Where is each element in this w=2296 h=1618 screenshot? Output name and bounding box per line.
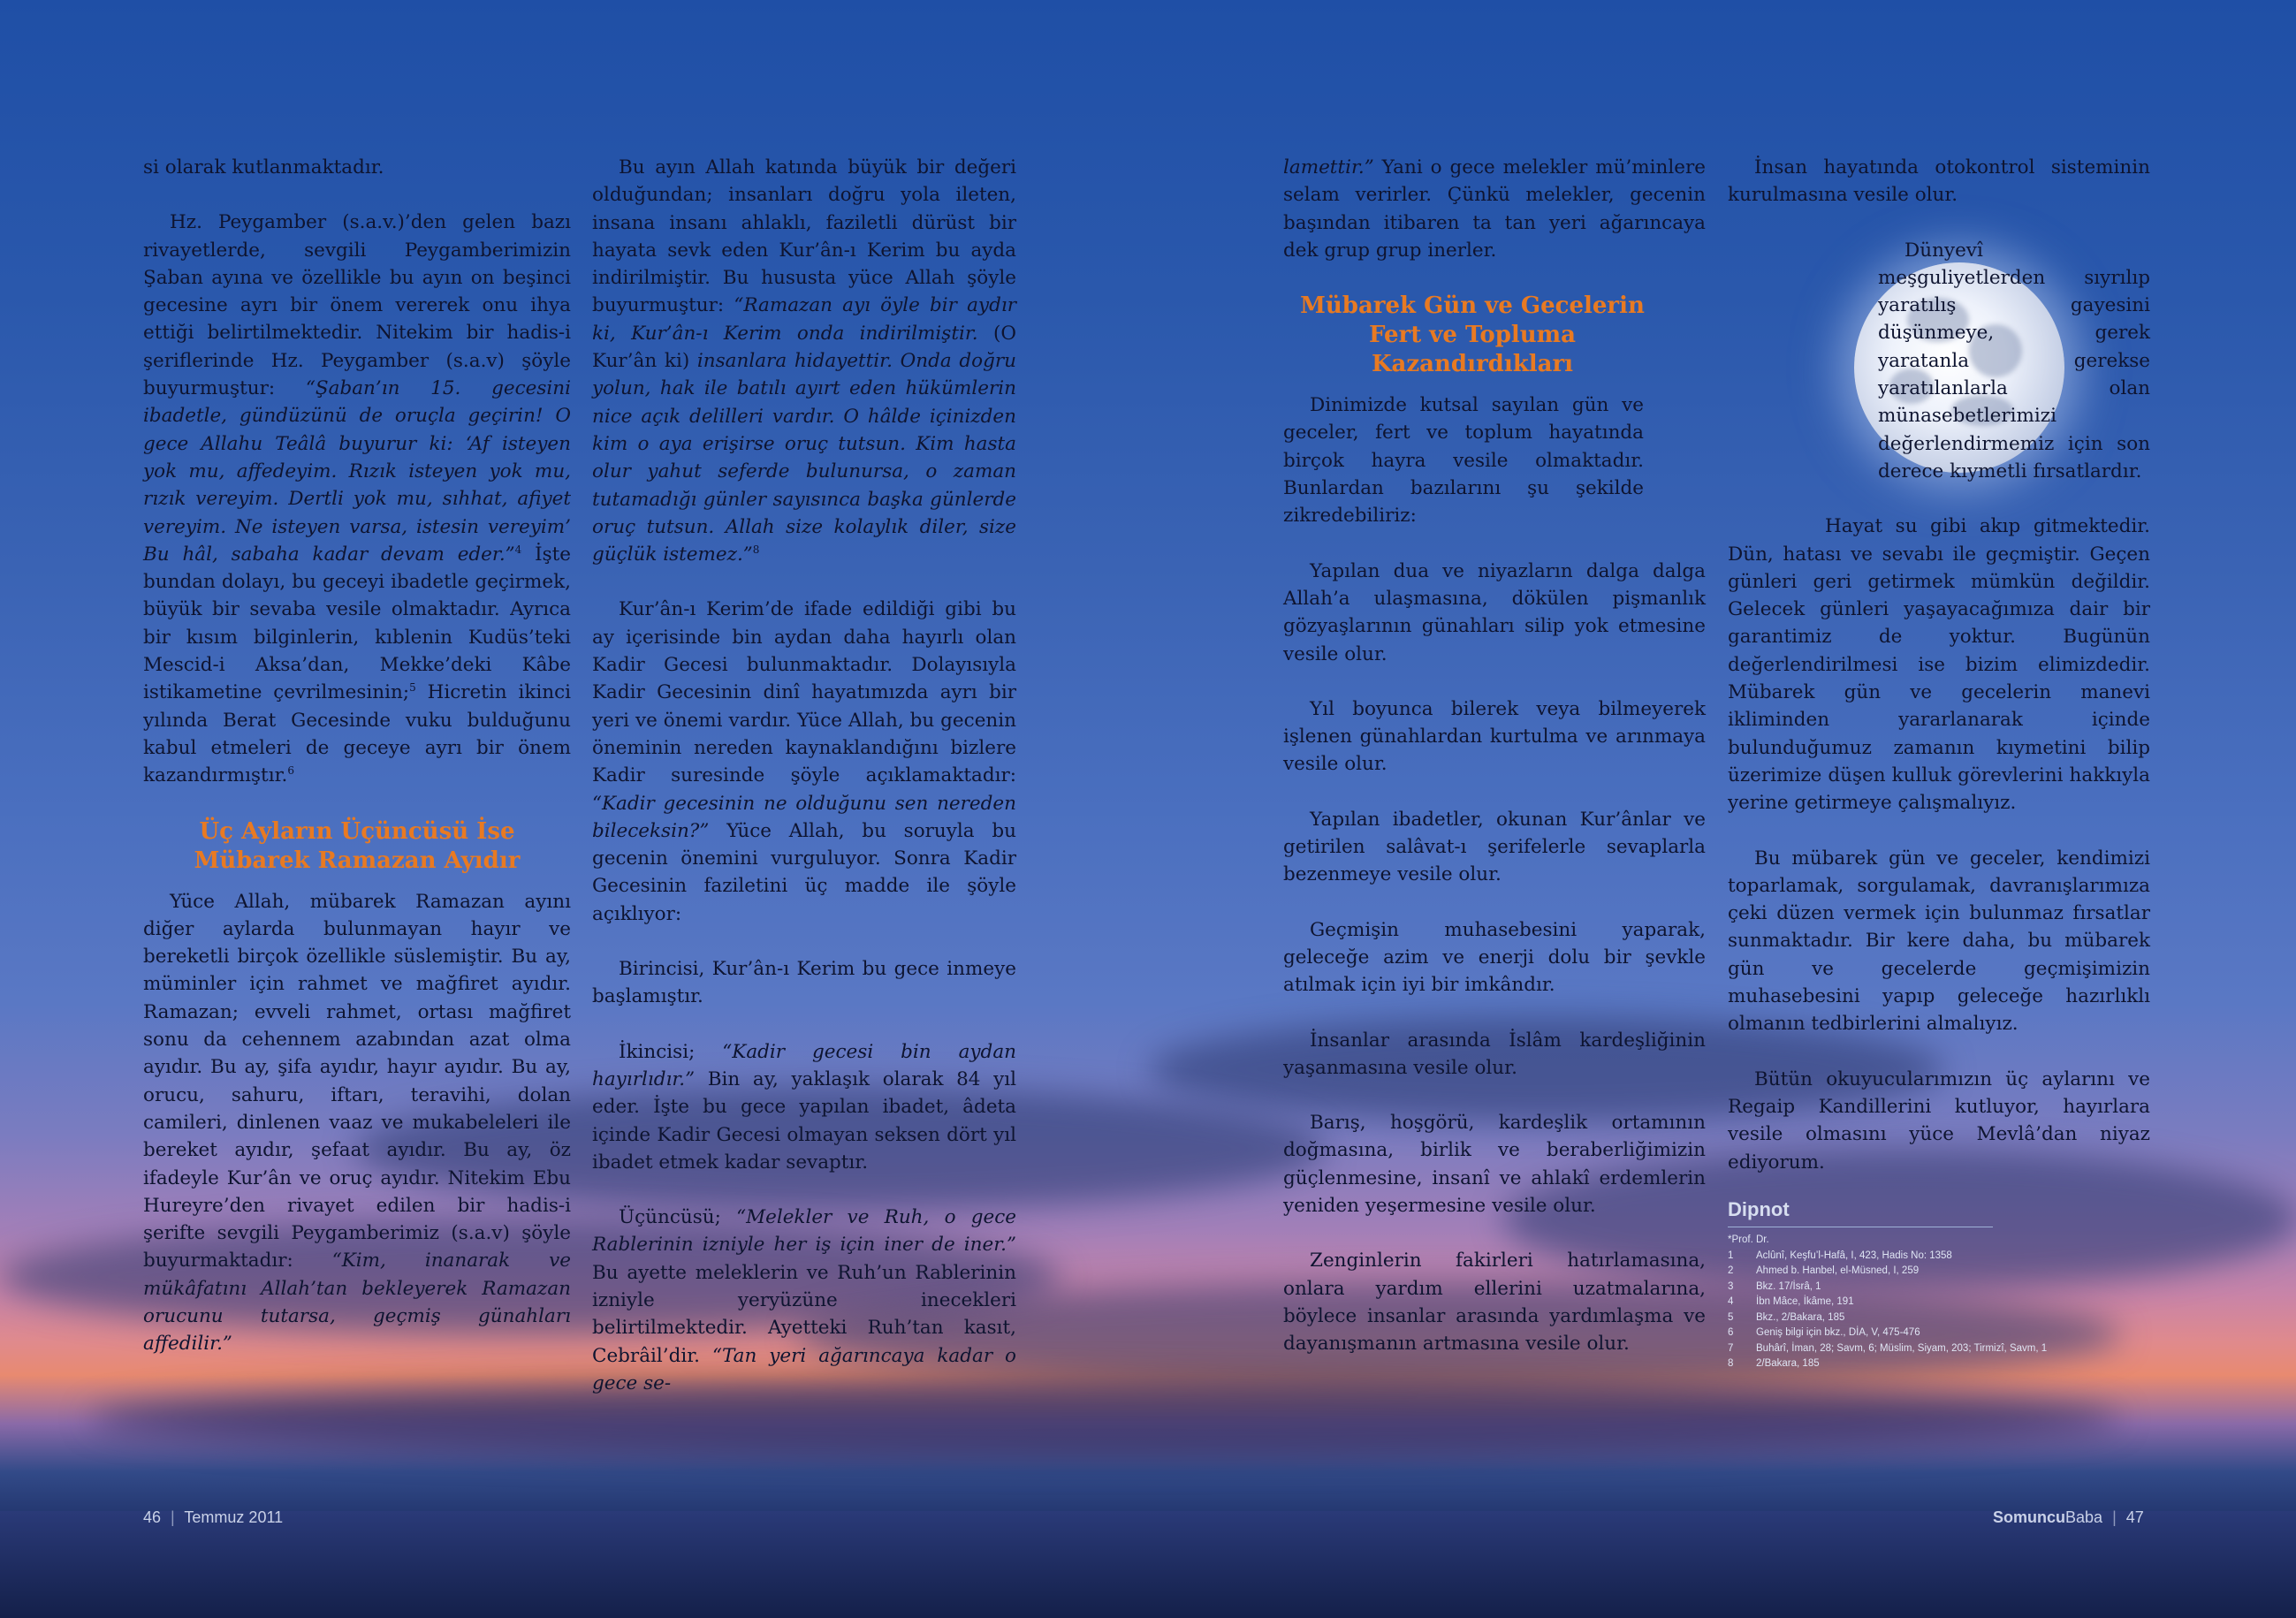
paragraph: Dinimizde kutsal sayılan gün ve geceler, fert ve toplum hayatında birçok hayra vesile olmaktadır. Bunlardan bazılarını şu şekilde zikredebiliriz: — [1283, 394, 1644, 528]
list-paragraph: İnsanlar arasında İslâm kardeşliğinin yaşanmasına vesile olur. — [1283, 1029, 1706, 1079]
paragraph: Hz. Peygamber (s.a.v.)’den gelen bazı rivayetlerde, sevgili Peygamberimizin Şaban ayına ve özellikle bu ayın on beşinci gecesine ayrı bir önem vererek onu ihya ettiği belirtilmektedir. Nitekim bir hadis-i şeriflerinde Hz. Peygamber (s.a.v) şöyle buyurmuştur: “Şaban’ın 15. gecesini ibadetle, gündüzünü de oruçla geçirin! O gece Allahu Teâlâ buyurur ki: ‘Af isteyen yok mu, affedeyim. Rızık isteyen yok mu, rızık vereyim. Dertli yok mu, sıhhat, afiyet vereyim. Ne isteyen varsa, istesin vereyim’ Bu hâl, sabaha kadar devam eder.”$^4$ İşte bundan dolayı, bu geceyi ibadetle geçirmek, büyük bir sevaba vesile olmaktadır. Ayrıca bir kısım bilginlerin, kıblenin Kudüs’teki Mescid-i Aksa’dan, Mekke’deki Kâbe istikametine çevrilmesinin;$^5$ Hicretin ikinci yılında Berat Gecesinde vuku bulduğunu kabul etmeleri de geceye ayrı bir önem kazandırmıştır.$^6$ — [143, 211, 571, 787]
paragraph: lamettir.” Yani o gece melekler mü’minlere selam verirler. Çünkü melekler, gecenin başından itibaren ta tan yeri ağarıncaya dek grup grup inerler. — [1283, 156, 1706, 262]
footnote-text: İbn Mâce, İkâme, 191 — [1756, 1296, 1854, 1308]
footnotes-list — [1728, 1249, 2150, 1372]
page-number: 46 — [143, 1508, 162, 1526]
section-heading: Üç Ayların Üçüncüsü İse Mübarek Ramazan Ayıdır — [194, 817, 521, 874]
footnote-ref: 5 — [409, 681, 416, 695]
footnote-number: 1 — [1728, 1250, 1734, 1261]
footnote-item — [1728, 1295, 2150, 1310]
right-page-footer: SomuncuBaba | 47 — [1993, 1508, 2144, 1526]
issue-date: Temmuz 2011 — [184, 1508, 284, 1526]
footnotes-title: Dipnot — [1728, 1196, 1993, 1227]
footnote-number: 5 — [1728, 1311, 1734, 1323]
footnote-item — [1728, 1264, 2150, 1280]
footnote-number: 3 — [1728, 1280, 1734, 1292]
author-note: *Prof. Dr. — [1728, 1234, 1769, 1246]
list-paragraph: Yıl boyunca bilerek veya bilmeyerek işlenen günahlardan kurtulma ve arınmaya vesile olur. — [1283, 697, 1706, 776]
paragraph: Kur’ân-ı Kerim’de ifade edildiği gibi bu ay içerisinde bin aydan daha hayırlı olan Kadir Gecesi bulunmaktadır. Dolayısıyla Kadir Gecesinin dinî hayatımızda ayrı bir yeri ve önemi vardır. Yüce Allah, bu gecenin öneminin nereden kaynaklandığını bizlere Kadir suresinde şöyle açıklamaktadır: “Kadir gecesinin ne olduğunu sen nereden bileceksin?” Yüce Allah, bu soruyla bu gecenin önemini vurguluyor. Sonra Kadir Gecesinin faziletini üç madde ile şöyle açıklıyor: — [592, 598, 1016, 925]
paragraph: Bu mübarek gün ve geceler, kendimizi toparlamak, sorgulamak, davranışlarımıza çeki düzen vermek için bulunmaz fırsatlar sunmaktadır. Bir kere daha, bu mübarek gün ve gecelerde geçmişimizin muhasebesini yapıp geleceğe hazırlıklı olmanın tedbirlerini almalıyız. — [1728, 847, 2150, 1036]
footnote-ref: 6 — [287, 764, 294, 778]
list-paragraph: Yapılan ibadetler, okunan Kur’ânlar ve getirilen salâvat-ı şerifelerle sevaplarla bezenmeye vesile olur. — [1283, 808, 1706, 886]
verse-quote: “Kadir gecesi bin aydan hayırlıdır.” — [592, 1040, 1016, 1090]
paragraph: Yüce Allah, mübarek Ramazan ayını diğer aylarda bulunmayan hayır ve bereketli birçok özellikle süslemiştir. Bu ay, müminler için rahmet ve mağfiret ayıdır. Ramazan; evveli rahmet, ortası mağfiret sonu da cehennem azabından azat olma ayıdır. Bu ay, şifa ayıdır, hayır ayıdır. Bu ay, orucu, sahuru, iftarı, teravihi, dolan camileri, dinlenen vaaz ve mukabeleleri ile bereket ayıdır, şefaat ayıdır. Bu ay, öz ifadeyle Kur’ân ve oruç ayıdır. Nitekim Ebu Hureyre’den rivayet edilen bir hadis-i şerifte sevgili Peygamberimiz (s.a.v) şöyle buyurmaktadır: “Kim, inanarak ve mükâfatını Allah’tan bekleyerek Ramazan orucunu tutarsa, geçmiş günahları affedilir.” — [143, 890, 571, 1356]
paragraph: Bütün okuyucularımızın üç aylarını ve Regaip Kandillerini kutluyor, hayırlara vesile olmasını yüce Mevlâ’dan niyaz ediyorum. — [1728, 1067, 2150, 1174]
paragraph: si olarak kutlanmaktadır. — [143, 156, 384, 179]
footnote-number: 7 — [1728, 1342, 1734, 1354]
footnote-number: 4 — [1728, 1296, 1734, 1308]
hadith-quote: “Kim, inanarak ve mükâfatını Allah’tan bekleyerek Ramazan orucunu tutarsa, geçmiş günahları affedilir.” — [143, 1250, 571, 1356]
verse-quote: “Melekler ve Ruh, o gece Rablerinin izniyle her iş için iner de iner.” — [592, 1206, 1016, 1257]
left-page-footer: 46 | Temmuz 2011 — [143, 1508, 284, 1526]
paragraph: Bu ayın Allah katında büyük bir değeri olduğundan; insanları doğru yola ileten, insana insanı ahlaklı, faziletli dürüst bir hayata sevk eden Kur’ân-ı Kerim bu ayda indirilmiştir. Bu hususta yüce Allah şöyle buyurmuştur: “Ramazan ayı öyle bir aydır ki, Kur’ân-ı Kerim onda indirilmiştir. (O Kur’ân ki) insanlara hidayettir. Onda doğru yolun, hak ile batılı ayırt eden hükümlerin nice açık delilleri vardır. O hâlde içinizden kim o aya erişirse oruç tutsun. Kim hasta olur yahut seferde bulunursa, o zaman tutamadığı günler sayısınca başka günlerde oruç tutsun. Allah size kolaylık diler, size güçlük istemez.”$^8$ — [592, 156, 1016, 566]
column-2 — [592, 154, 1016, 1397]
footnote-item — [1728, 1356, 2150, 1372]
paragraph: İkincisi; “Kadir gecesi bin aydan hayırlıdır.” Bin ay, yaklaşık olarak 84 yıl eder. İşte bu gece yapılan ibadet, âdeta içinde Kadir Gecesi olmayan seksen dört yıl ibadet etmek kadar sevaptır. — [592, 1040, 1016, 1174]
footnote-item — [1728, 1326, 2150, 1341]
verse-quote: lamettir.” — [1283, 156, 1374, 179]
verse-quote: “Ramazan ayı öyle bir aydır ki, Kur’ân-ı Kerim onda indirilmiştir. — [592, 294, 1016, 345]
list-paragraph: Dünyevî meşguliyetlerden sıyrılıp yaratılış gayesini düşünmeye, gerek yaratanla gerekse yaratılanlarla olan münasebetlerimizi değerlendirmemiz için son derece kıymetli fırsatlardır. — [1878, 239, 2150, 482]
verse-quote: “Tan yeri ağarıncaya kadar o gece se- — [592, 1344, 1017, 1394]
footnote-text: Buhârî, İman, 28; Savm, 6; Müslim, Siyam, 203; Tirmizî, Savm, 1 — [1756, 1342, 2048, 1354]
sea — [0, 1511, 2296, 1618]
section-heading: Mübarek Gün ve Gecelerin Fert ve Topluma Kazandırdıkları — [1300, 292, 1645, 378]
footnote-number: 8 — [1728, 1358, 1734, 1370]
column-4 — [1728, 154, 2150, 1372]
column-1 — [143, 154, 571, 1358]
footnote-item — [1728, 1249, 2150, 1265]
paragraph: Birincisi, Kur’ân-ı Kerim bu gece inmeye başlamıştır. — [592, 958, 1016, 1008]
footnote-item — [1728, 1280, 2150, 1295]
footnote-item — [1728, 1310, 2150, 1326]
footnote-text: 2/Bakara, 185 — [1756, 1358, 1820, 1370]
cloud — [88, 1379, 2121, 1458]
footnote-ref: 4 — [514, 543, 522, 556]
verse-quote: insanlara hidayettir. Onda doğru yolun, hak ile batılı ayırt eden hükümlerin nice açık delilleri vardır. O hâlde içinizden kim o aya erişirse oruç tutsun. Kim hasta olur yahut seferde bulunursa, o zaman tutamadığı günler sayısınca başka günlerde oruç tutsun. Allah size kolaylık diler, size güçlük istemez.” — [592, 350, 1016, 566]
footnote-ref: 8 — [752, 543, 760, 556]
list-paragraph: Geçmişin muhasebesini yaparak, geleceğe azim ve enerji dolu bir şevkle atılmak için iyi bir imkândır. — [1283, 918, 1706, 997]
paragraph: Hayat su gibi akıp gitmektedir. Dün, hatası ve sevabı ile geçmiştir. Geçen günleri geri getirmek mümkün değildir. Gelecek günleri yaşayacağımıza dair bir garantimiz de yoktur. Bugünün değerlendirilmesi ise bizim elimizdedir. Mübarek gün ve gecelerin manevi ikliminden yararlanarak içinde bulunduğumuz zamanın kıymetini bilip üzerimize düşen kulluk görevlerini hakkıyla yerine getirmeye çalışmalıyız. — [1728, 515, 2150, 815]
brand-logo: SomuncuBaba — [1993, 1508, 2103, 1526]
page-number: 47 — [2125, 1508, 2144, 1526]
footnote-text: Ahmed b. Hanbel, el-Müsned, I, 259 — [1756, 1265, 1920, 1277]
hadith-quote: “Şaban’ın 15. gecesini ibadetle, gündüzünü de oruçla geçirin! O gece Allahu Teâlâ buyurur ki: ‘Af isteyen yok mu, affedeyim. Rızık isteyen yok mu, rızık vereyim. Dertli yok mu, sıhhat, afiyet vereyim. Ne isteyen varsa, istesin vereyim’ Bu hâl, sabaha kadar devam eder.” — [143, 377, 571, 566]
verse-quote: “Kadir gecesinin ne olduğunu sen nereden bileceksin?” — [592, 792, 1016, 842]
footnote-item — [1728, 1341, 2150, 1357]
footnote-text: Bkz., 2/Bakara, 185 — [1756, 1311, 1845, 1323]
footnote-text: Geniş bilgi için bkz., DİA, V, 475-476 — [1756, 1327, 1920, 1339]
footnote-text: Aclûnî, Keşfu’l-Hafâ, I, 423, Hadis No: 1358 — [1756, 1250, 1952, 1261]
list-paragraph: Yapılan dua ve niyazların dalga dalga Allah’a ulaşmasına, dökülen pişmanlık gözyaşlarının günahları silip yok etmesine vesile olur. — [1283, 559, 1706, 665]
footnote-text: Bkz. 17/İsrâ, 1 — [1756, 1280, 1821, 1292]
footnote-number: 6 — [1728, 1327, 1734, 1339]
footnote-number: 2 — [1728, 1265, 1734, 1277]
list-paragraph: İnsan hayatında otokontrol sisteminin kurulmasına vesile olur. — [1728, 156, 2150, 207]
list-paragraph: Zenginlerin fakirleri hatırlamasına, onlara yardım ellerini uzatmalarına, böylece insanlar arasında yardımlaşma ve dayanışmanın artmasına vesile olur. — [1283, 1250, 1706, 1356]
list-paragraph: Barış, hoşgörü, kardeşlik ortamının doğmasına, birlik ve beraberliğimizin güçlenmesine, insanî ve ahlakî erdemlerin yeniden yeşermesine vesile olur. — [1283, 1112, 1706, 1218]
column-3 — [1283, 154, 1706, 1358]
paragraph: Üçüncüsü; “Melekler ve Ruh, o gece Rablerinin izniyle her iş için iner de iner.” Bu ayette meleklerin ve Ruh’un Rablerinin izniyle yeryüzüne inecekleri belirtilmektedir. Ayetteki Ruh’tan kasıt, Cebrâil’dir. “Tan yeri ağarıncaya kadar o gece se- — [592, 1206, 1017, 1394]
